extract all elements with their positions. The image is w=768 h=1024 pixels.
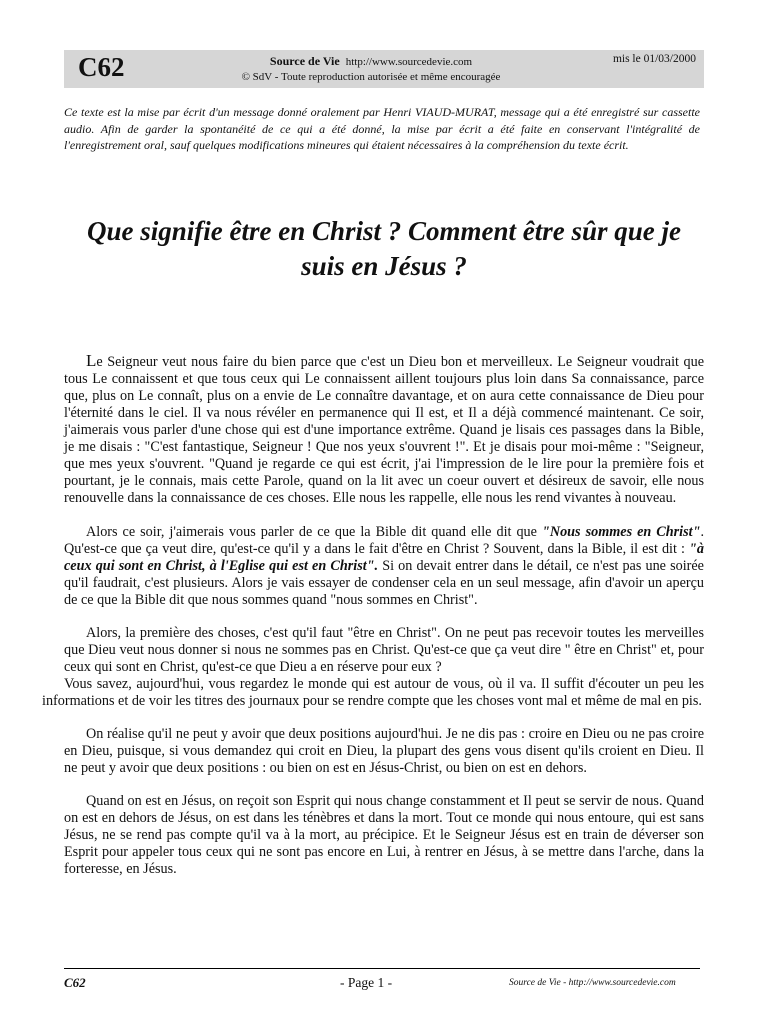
body-text bbox=[42, 351, 704, 894]
page-number: - Page 1 - bbox=[340, 975, 393, 990]
paragraph-5: Quand on est en Jésus, on reçoit son Esprit qui nous change constamment et Il peut se servir de nous. Quand on est en dehors de Jésus, on est dans les ténèbres et dans la mort. Tout ce monde qui nous entoure, qui est sans Jésus, ne se rend pas compte qu'il va à la mort, au précipice. Et le Seigneur Jésus est en train de déverser son Esprit pour appeler tous ceux qui ne sont pas encore en Lui, à rentrer en Jésus, à se mettre dans l'arche, dans la forteresse, en Jésus. bbox=[64, 793, 704, 877]
footer-code: C62 bbox=[64, 975, 86, 990]
footer-source: Source de Vie - http://www.sourcedevie.com bbox=[509, 978, 676, 988]
paragraph-4: On réalise qu'il ne peut y avoir que deux positions aujourd'hui. Je ne dis pas : croire en Dieu ou ne pas croire en Dieu, puisque, si vous demandez qui croit en Dieu, la plupart des gens vous disent qu'ils croient en Dieu. Il ne peut y avoir que deux positions : ou bien on est en Jésus-Christ, ou bien on est en dehors. bbox=[64, 726, 704, 776]
drop-cap: L bbox=[86, 351, 97, 370]
site-url: http://www.sourcedevie.com bbox=[345, 56, 473, 68]
intro-note: Ce texte est la mise par écrit d'un message donné oralement par Henri VIAUD-MURAT, message qui a été enregistré sur cassette audio. Afin de garder la spontanéité de ce qui a été donné, la mise par écrit a été faite en conservant l'intégralité de l'enregistrement oral, sauf quelques modifications mineures qui étaient nécessaires à la compréhension du texte écrit. bbox=[64, 105, 700, 152]
paragraph-2: Alors ce soir, j'aimerais vous parler de ce que la Bible dit quand elle dit que "Nous sommes en Christ". Qu'est-ce que ça veut dire, qu'est-ce qu'il y a dans le fait d'être en Christ ? Souvent, dans la Bible, il est dit : "à ceux qui sont en Christ, à l'Eglise qui est en Christ". Si on devait entrer dans le détail, ce n'est pas une soirée qu'il faudrait, c'est plusieurs. Alors je vais essayer de condenser cela en un seul message, afin d'avoir un aperçu de ce que la Bible dit que nous sommes quand "nous sommes en Christ". bbox=[64, 524, 704, 608]
page-header bbox=[64, 50, 704, 88]
footer-divider bbox=[64, 968, 700, 969]
paragraph-1: Le Seigneur veut nous faire du bien parce que c'est un Dieu bon et merveilleux. Le Seigneur voudrait que tous Le connaissent et que tous ceux qui Le connaissent aillent toujours plus loin dans Sa connaissance, parce que, plus on Le connaît, plus on a envie de Le connaître davantage, et on aura cette connaissance de Dieu pour l'éternité dans le ciel. Il va nous révéler en permanence qui Il est, et Il a déjà commencé maintenant. Ce soir, j'aimerais vous parler d'une chose qui est d'une importance extrême. Quand je lisais ces passages dans la Bible, je me disais : "C'est fantastique, Seigneur ! Que nos yeux s'ouvrent !". Et je disais pour moi-même : "Seigneur, que mes yeux s'ouvrent. "Quand je regarde ce qui est écrit, j'ai l'impression de le lire pour la première fois et pourtant, je le connais, mais cette Parole, quand on la lit avec un coeur ouvert et désireux de savoir, elle nous renouvelle dans la connaissance de ces choses. Elle nous les rappelle, elle nous les rend vivantes à nouveau. bbox=[64, 351, 704, 506]
copyright-notice: © SdV - Toute reproduction autorisée et même encouragée bbox=[241, 71, 501, 83]
header-center bbox=[196, 54, 546, 85]
publish-date: mis le 01/03/2000 bbox=[612, 53, 696, 65]
document-code: C62 bbox=[78, 52, 125, 82]
quote-emphasis: "à ceux qui sont en Christ, à l'Eglise qui est en Christ". bbox=[64, 541, 704, 574]
page-title: Que signifie être en Christ ? Comment être sûr que je suis en Jésus ? bbox=[86, 216, 682, 281]
paragraph-3: Alors, la première des choses, c'est qu'il faut "être en Christ". On ne peut pas recevoir toutes les merveilles que Dieu veut nous donner si nous ne sommes pas en Christ. Qu'est-ce que ça veut dire " être en Christ" et, pour ceux qui sont en Christ, qu'est-ce que Dieu a en réserve pour eux ? Vous savez, aujourd'hui, vous regardez le monde qui est autour de vous, où il va. Il suffit d'écouter un peu les informations et de voir les titres des journaux pour se rendre compte que les choses vont mal et même de mal en pis. bbox=[42, 625, 704, 709]
quote-emphasis: "Nous sommes en Christ" bbox=[541, 524, 701, 540]
brand-name: Source de Vie bbox=[269, 54, 340, 68]
